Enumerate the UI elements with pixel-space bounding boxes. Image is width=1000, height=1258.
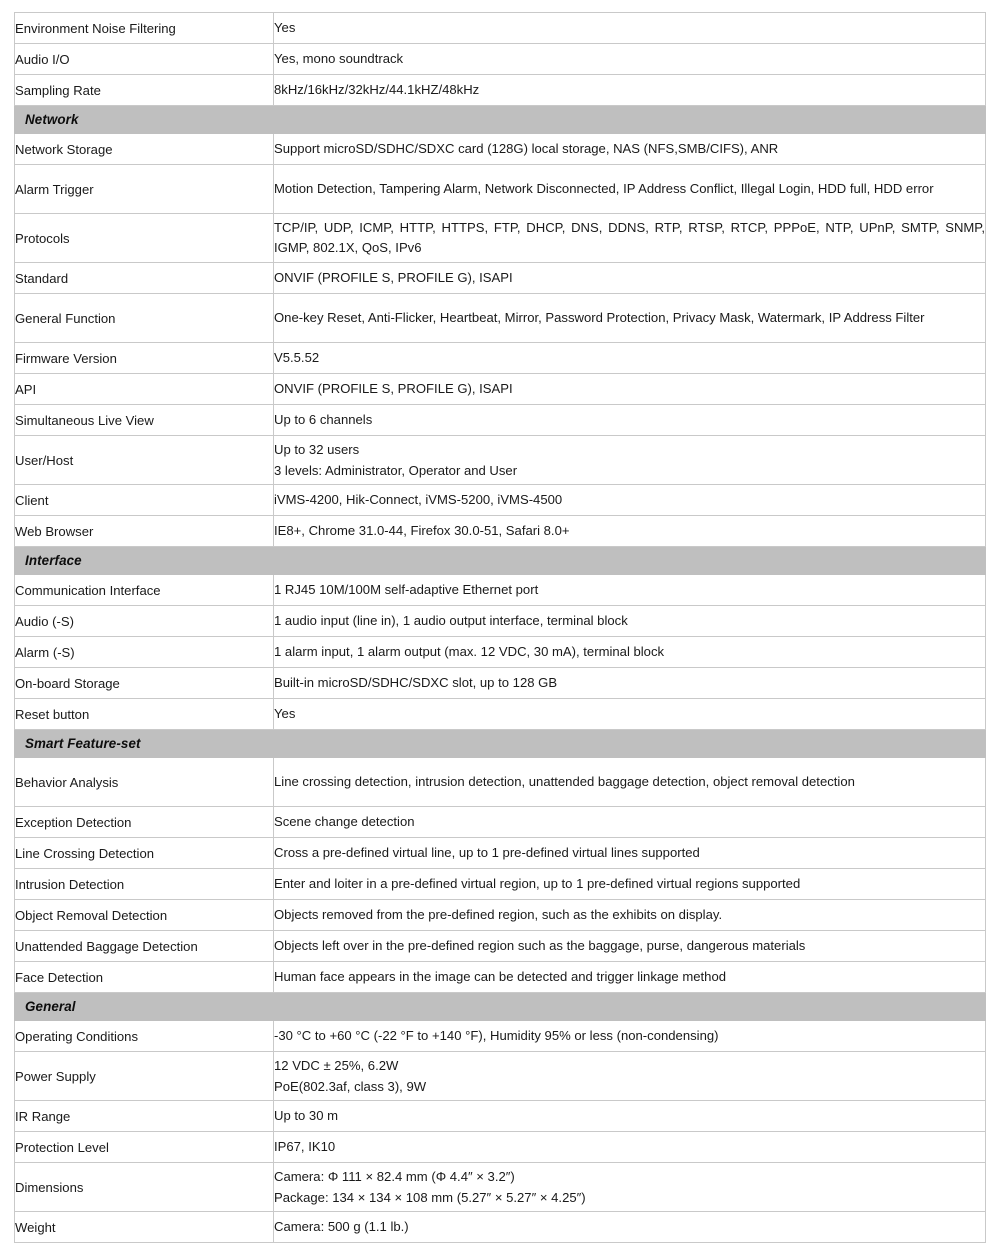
spec-label: General Function [15, 310, 116, 326]
table-row [15, 1101, 986, 1132]
table-row [15, 44, 986, 75]
spec-value-cell [274, 1021, 986, 1052]
spec-value-cell [274, 436, 986, 485]
table-row [15, 668, 986, 699]
section-header-cell [15, 730, 986, 758]
spec-label-cell [15, 699, 274, 730]
spec-value-cell [274, 516, 986, 547]
spec-label-cell [15, 1212, 274, 1243]
spec-value-cell [274, 343, 986, 374]
spec-value: Yes [274, 705, 296, 721]
spec-value: ONVIF (PROFILE S, PROFILE G), ISAPI [274, 380, 513, 396]
spec-value-cell [274, 1212, 986, 1243]
spec-value: Objects removed from the pre-defined region, such as the exhibits on display. [274, 906, 723, 922]
table-row [15, 374, 986, 405]
table-row [15, 263, 986, 294]
spec-label: Power Supply [15, 1068, 96, 1084]
spec-label: Environment Noise Filtering [15, 20, 176, 36]
table-row [15, 637, 986, 668]
table-row [15, 214, 986, 263]
spec-value-cell [274, 758, 986, 807]
spec-label-cell [15, 485, 274, 516]
table-row [15, 1163, 986, 1212]
spec-value-cell [274, 1132, 986, 1163]
spec-value-cell [274, 668, 986, 699]
spec-value-line: 3 levels: Administrator, Operator and User [274, 463, 518, 478]
spec-value-cell [274, 575, 986, 606]
section-header-row [15, 730, 986, 758]
spec-label: Face Detection [15, 969, 104, 985]
spec-label-cell [15, 606, 274, 637]
spec-value-cell [274, 962, 986, 993]
spec-value-cell [274, 1052, 986, 1101]
section-header-row [15, 547, 986, 575]
spec-label-cell [15, 838, 274, 869]
spec-label: Alarm (-S) [15, 644, 75, 660]
spec-label: Line Crossing Detection [15, 845, 155, 861]
spec-value: 8kHz/16kHz/32kHz/44.1kHZ/48kHz [274, 81, 480, 97]
spec-label: API [15, 381, 37, 397]
spec-label: Alarm Trigger [15, 181, 94, 197]
spec-label-cell [15, 758, 274, 807]
spec-label: Firmware Version [15, 350, 117, 366]
spec-value-cell [274, 214, 986, 263]
table-row [15, 900, 986, 931]
table-row [15, 1021, 986, 1052]
spec-label-cell [15, 44, 274, 75]
spec-label: Intrusion Detection [15, 876, 125, 892]
table-row [15, 758, 986, 807]
table-row [15, 436, 986, 485]
spec-label: User/Host [15, 452, 74, 468]
spec-label: Sampling Rate [15, 82, 101, 98]
spec-label: Weight [15, 1219, 56, 1235]
spec-value: Up to 6 channels [274, 411, 373, 427]
spec-label: Protocols [15, 230, 70, 246]
spec-label-cell [15, 1101, 274, 1132]
spec-label-cell [15, 1163, 274, 1212]
table-row [15, 1212, 986, 1243]
spec-label: Client [15, 492, 49, 508]
spec-label-cell [15, 436, 274, 485]
table-row [15, 699, 986, 730]
spec-label-cell [15, 75, 274, 106]
spec-value-cell [274, 699, 986, 730]
section-header-row [15, 106, 986, 134]
table-row [15, 13, 986, 44]
spec-label: Simultaneous Live View [15, 412, 154, 428]
spec-label-cell [15, 869, 274, 900]
spec-label-cell [15, 263, 274, 294]
table-row [15, 343, 986, 374]
spec-label: Standard [15, 270, 69, 286]
spec-label: Exception Detection [15, 814, 132, 830]
spec-value-line: PoE(802.3af, class 3), 9W [274, 1079, 427, 1094]
spec-value-cell [274, 75, 986, 106]
spec-value: Support microSD/SDHC/SDXC card (128G) local storage, NAS (NFS,SMB/CIFS), ANR [274, 140, 779, 156]
spec-label: Audio (-S) [15, 613, 74, 629]
spec-value-cell [274, 637, 986, 668]
spec-value-cell [274, 13, 986, 44]
spec-label: Operating Conditions [15, 1028, 139, 1044]
spec-value-cell [274, 405, 986, 436]
spec-value-cell [274, 263, 986, 294]
table-row [15, 134, 986, 165]
spec-label: On-board Storage [15, 675, 120, 691]
spec-value-cell [274, 165, 986, 214]
spec-value: Built-in microSD/SDHC/SDXC slot, up to 128 GB [274, 674, 558, 690]
spec-label: Unattended Baggage Detection [15, 938, 198, 954]
table-row [15, 962, 986, 993]
spec-value: IP67, IK10 [274, 1138, 336, 1154]
table-row [15, 485, 986, 516]
spec-label-cell [15, 1132, 274, 1163]
table-row [15, 294, 986, 343]
spec-label: Communication Interface [15, 582, 161, 598]
spec-label-cell [15, 214, 274, 263]
spec-value-cell [274, 869, 986, 900]
spec-value: iVMS-4200, Hik-Connect, iVMS-5200, iVMS-4500 [274, 491, 563, 507]
spec-value-cell [274, 606, 986, 637]
table-row [15, 575, 986, 606]
spec-value-cell [274, 1163, 986, 1212]
spec-label-cell [15, 637, 274, 668]
spec-label-cell [15, 165, 274, 214]
spec-value: Scene change detection [274, 813, 415, 829]
section-header-cell [15, 993, 986, 1021]
spec-value: Motion Detection, Tampering Alarm, Network Disconnected, IP Address Conflict, Illegal Login, HDD full, HDD error [274, 180, 934, 196]
spec-value: -30 °C to +60 °C (-22 °F to +140 °F), Humidity 95% or less (non-condensing) [274, 1027, 719, 1043]
section-title: General [25, 999, 76, 1014]
section-title: Interface [25, 553, 82, 568]
spec-value: Enter and loiter in a pre-defined virtual region, up to 1 pre-defined virtual regions supported [274, 875, 801, 891]
table-row [15, 869, 986, 900]
spec-value-line: Up to 32 users [274, 442, 360, 457]
spec-label: Web Browser [15, 523, 94, 539]
spec-label-cell [15, 900, 274, 931]
spec-label: Reset button [15, 706, 90, 722]
spec-value-cell [274, 931, 986, 962]
spec-value-cell [274, 900, 986, 931]
spec-value: 1 audio input (line in), 1 audio output interface, terminal block [274, 612, 628, 628]
spec-value: Cross a pre-defined virtual line, up to 1 pre-defined virtual lines supported [274, 844, 700, 860]
spec-label-cell [15, 1052, 274, 1101]
spec-value: Up to 30 m [274, 1107, 339, 1123]
spec-value: Human face appears in the image can be detected and trigger linkage method [274, 968, 727, 984]
table-row [15, 75, 986, 106]
spec-value-cell [274, 838, 986, 869]
specification-table [14, 12, 986, 1243]
spec-label-cell [15, 13, 274, 44]
spec-value-cell [274, 294, 986, 343]
section-title: Network [25, 112, 79, 127]
table-row [15, 931, 986, 962]
specification-table-body [15, 13, 986, 1243]
spec-value-cell [274, 485, 986, 516]
table-row [15, 1052, 986, 1101]
spec-value-cell [274, 44, 986, 75]
spec-label: Object Removal Detection [15, 907, 168, 923]
table-row [15, 838, 986, 869]
spec-value-line: Package: 134 × 134 × 108 mm (5.27″ × 5.27″ × 4.25″) [274, 1190, 586, 1205]
spec-label-cell [15, 575, 274, 606]
spec-label-cell [15, 405, 274, 436]
table-row [15, 606, 986, 637]
section-header-row [15, 993, 986, 1021]
spec-label-cell [15, 807, 274, 838]
spec-label: Network Storage [15, 141, 113, 157]
spec-label-cell [15, 294, 274, 343]
spec-label-cell [15, 516, 274, 547]
spec-label-cell [15, 1021, 274, 1052]
spec-value-cell [274, 1101, 986, 1132]
spec-label-cell [15, 134, 274, 165]
spec-value: TCP/IP, UDP, ICMP, HTTP, HTTPS, FTP, DHCP, DNS, DDNS, RTP, RTSP, RTCP, PPPoE, NTP, UPnP, SMTP, SNMP, IGMP, 802.1X, QoS, IPv6 [274, 219, 985, 255]
table-row [15, 165, 986, 214]
spec-value: One-key Reset, Anti-Flicker, Heartbeat, Mirror, Password Protection, Privacy Mask, Watermark, IP Address Filter [274, 309, 925, 325]
spec-value: 1 RJ45 10M/100M self-adaptive Ethernet port [274, 581, 539, 597]
table-row [15, 516, 986, 547]
spec-label: Audio I/O [15, 51, 70, 67]
spec-value: Line crossing detection, intrusion detection, unattended baggage detection, object removal detection [274, 773, 855, 789]
spec-value: Camera: 500 g (1.1 lb.) [274, 1218, 409, 1234]
spec-label: Behavior Analysis [15, 774, 119, 790]
spec-value: ONVIF (PROFILE S, PROFILE G), ISAPI [274, 269, 513, 285]
section-header-cell [15, 547, 986, 575]
spec-label-cell [15, 343, 274, 374]
spec-value-cell [274, 134, 986, 165]
spec-value: 1 alarm input, 1 alarm output (max. 12 VDC, 30 mA), terminal block [274, 643, 665, 659]
spec-label-cell [15, 374, 274, 405]
spec-label: IR Range [15, 1108, 71, 1124]
spec-label: Protection Level [15, 1139, 109, 1155]
table-row [15, 1132, 986, 1163]
spec-value: Objects left over in the pre-defined region such as the baggage, purse, dangerous materials [274, 937, 806, 953]
section-header-cell [15, 106, 986, 134]
specification-sheet [14, 12, 985, 1243]
spec-value-line: 12 VDC ± 25%, 6.2W [274, 1058, 399, 1073]
section-title: Smart Feature-set [25, 736, 141, 751]
table-row [15, 807, 986, 838]
spec-value-cell [274, 807, 986, 838]
spec-value: Yes, mono soundtrack [274, 50, 404, 66]
spec-label: Dimensions [15, 1179, 84, 1195]
spec-value: IE8+, Chrome 31.0-44, Firefox 30.0-51, Safari 8.0+ [274, 522, 570, 538]
spec-value: V5.5.52 [274, 349, 320, 365]
spec-label-cell [15, 668, 274, 699]
table-row [15, 405, 986, 436]
spec-label-cell [15, 931, 274, 962]
spec-label-cell [15, 962, 274, 993]
spec-value-line: Camera: Φ 111 × 82.4 mm (Φ 4.4″ × 3.2″) [274, 1169, 515, 1184]
spec-value: Yes [274, 19, 296, 35]
spec-value-cell [274, 374, 986, 405]
